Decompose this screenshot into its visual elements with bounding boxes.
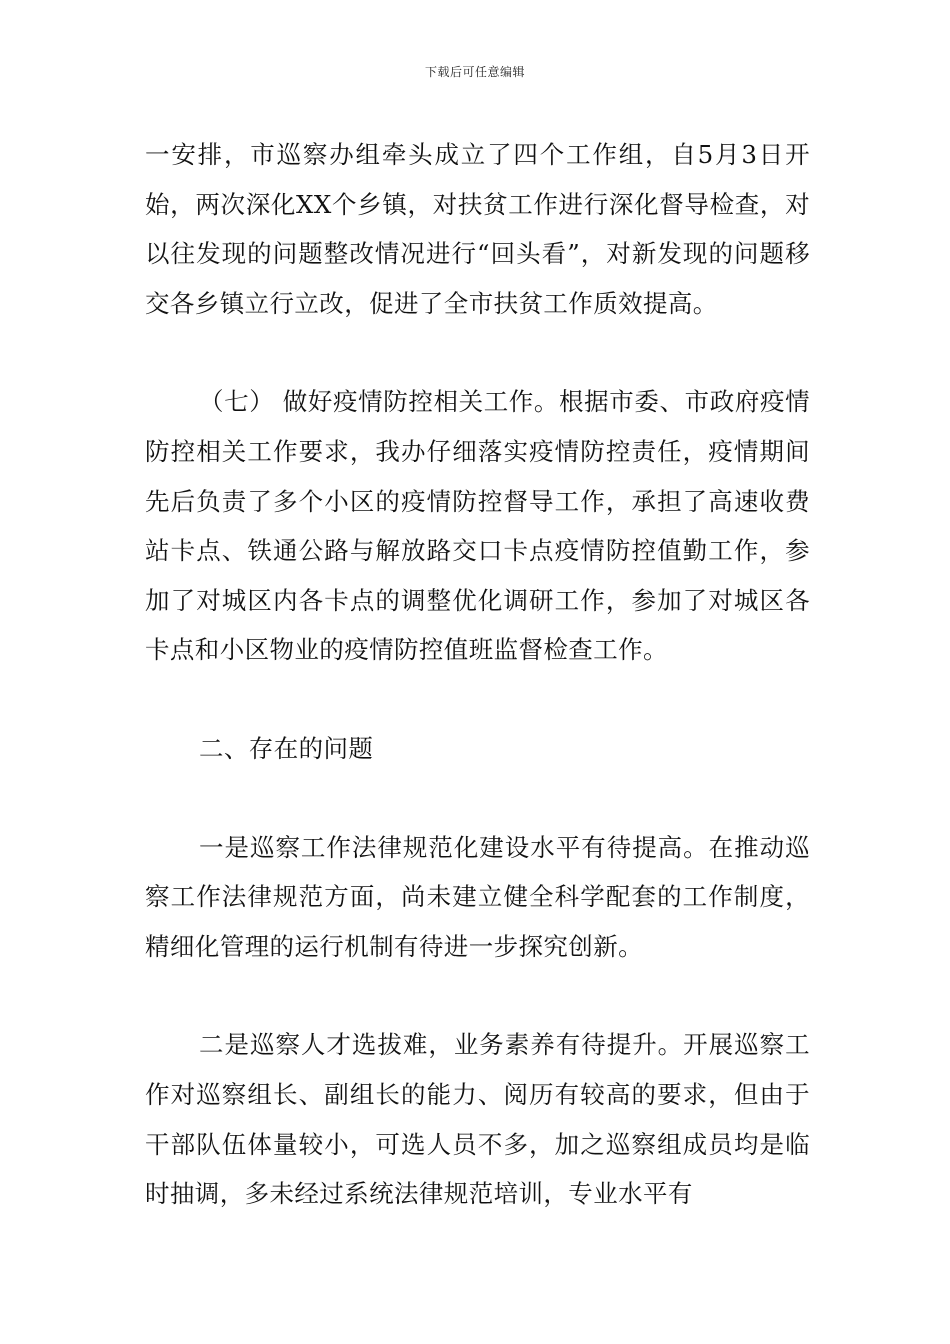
paragraph-continuation: 一安排，市巡察办组牵头成立了四个工作组，自5月3日开始，两次深化XX个乡镇，对扶贫工作进行深化督导检查，对以往发现的问题整改情况进行“回头看”，对新发现的问题移交各乡镇立行立改，促进了全市扶贫工作质效提高。 [145, 140, 810, 318]
paragraph-gap [145, 675, 810, 724]
paragraph-gap [145, 328, 810, 377]
paragraph-gap [145, 774, 810, 823]
document-body [145, 130, 810, 1219]
paragraph-gap [145, 971, 810, 1020]
paragraph-problem-one: 一是巡察工作法律规范化建设水平有待提高。在推动巡察工作法律规范方面，尚未建立健全科学配套的工作制度，精细化管理的运行机制有待进一步探究创新。 [145, 832, 810, 961]
section-heading-problems: 二、存在的问题 [199, 733, 374, 763]
paragraph-epidemic-prevention: （七） 做好疫情防控相关工作。根据市委、市政府疫情防控相关工作要求，我办仔细落实疫情防控责任，疫情期间先后负责了多个小区的疫情防控督导工作，承担了高速收费站卡点、铁通公路与解放路交口卡点疫情防控值勤工作，参加了对城区内各卡点的调整优化调研工作，参加了对城区各卡点和小区物业的疫情防控值班监督检查工作。 [145, 387, 810, 665]
page-header-note: 下载后可任意编辑 [424, 65, 525, 79]
paragraph-problem-two: 二是巡察人才选拔难，业务素养有待提升。开展巡察工作对巡察组长、副组长的能力、阅历有较高的要求，但由于干部队伍体量较小，可选人员不多，加之巡察组成员均是临时抽调，多未经过系统法律规范培训，专业水平有 [145, 1030, 810, 1209]
